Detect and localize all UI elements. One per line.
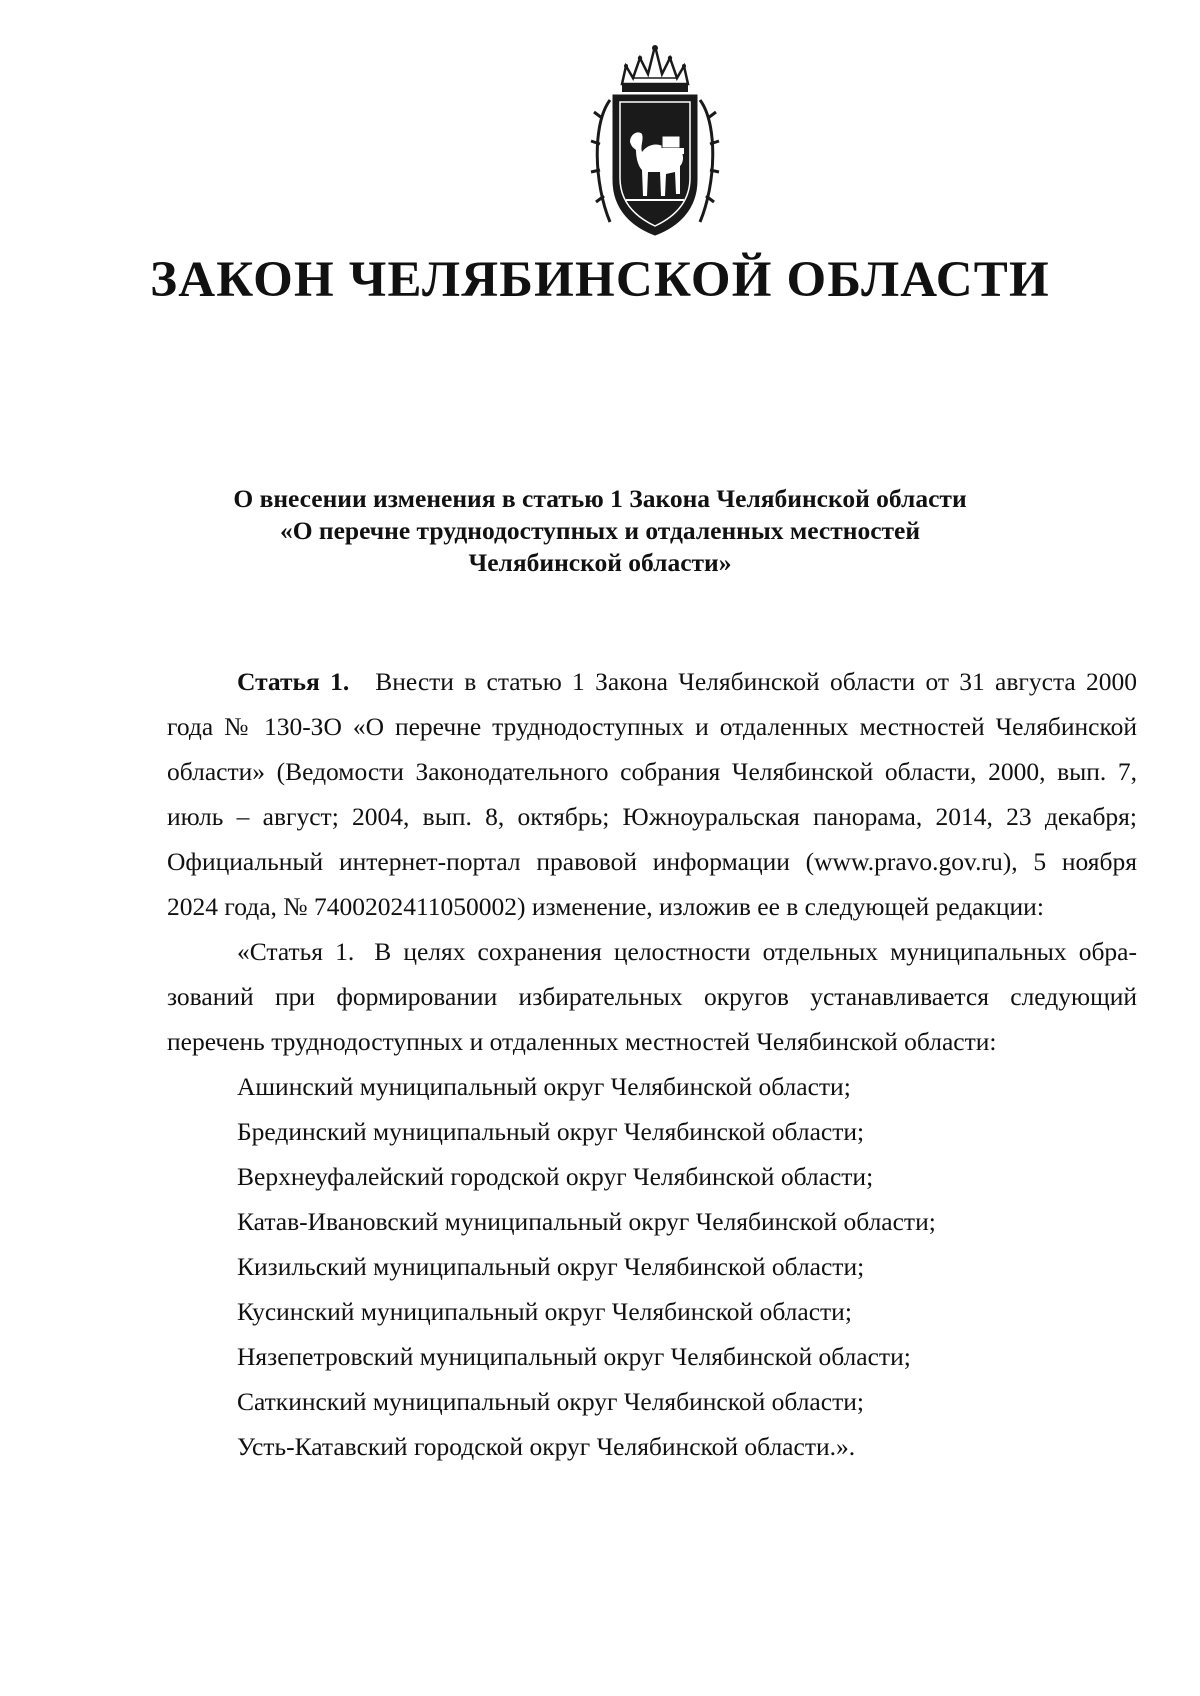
list-item: Кусинский муниципальный округ Челябинской области; [237, 1297, 852, 1326]
coat-of-arms-emblem [586, 44, 724, 240]
localities-list [167, 1064, 1137, 1469]
article-1-text: Внести в статью 1 Закона Челябинской области от 31 августа 2000 года № 130-ЗО «О перечне труднодоступных и отдаленных местностей Челябинской области» (Ведомости Законодательного собрания Челябинской области, 2000, вып. 7, июль – август; 2004, вып. 8, октябрь; Южноуральская панорама, 2014, 23 декабря; Официальный интернет-портал правовой информации (www.pravo.gov.ru), 5 ноября 2024 года, № 7400202411050002) изменение, изложив ее в следующей редакции: [167, 667, 1137, 921]
article-1-paragraph [167, 659, 1137, 929]
subject-line: Челябинской области» [468, 548, 732, 577]
crown-icon [622, 45, 688, 92]
law-subject-heading [160, 483, 1040, 579]
list-item: Саткинский муниципальный округ Челябинской области; [237, 1387, 864, 1416]
quoted-article-paragraph [167, 929, 1137, 1064]
law-title: ЗАКОН ЧЕЛЯБИНСКОЙ ОБЛАСТИ [150, 252, 1050, 308]
list-item: Усть-Катавский городской округ Челябинской области.». [237, 1432, 856, 1461]
quoted-article-text: В целях сохранения целостности отдельных муниципальных обра-зований при формировании избирательных округов устанавливается следующий перечень труднодоступных и отдаленных местностей Челябинской области: [167, 937, 1137, 1056]
list-item: Катав-Ивановский муниципальный округ Челябинской области; [237, 1207, 936, 1236]
subject-line: «О перечне труднодоступных и отдаленных местностей [279, 516, 921, 545]
list-item: Кизильский муниципальный округ Челябинской области; [237, 1252, 865, 1281]
list-item: Верхнеуфалейский городской округ Челябинской области; [237, 1162, 874, 1191]
list-item: Брединский муниципальный округ Челябинской области; [237, 1117, 865, 1146]
law-body [167, 659, 1137, 1469]
list-item: Ашинский муниципальный округ Челябинской области; [237, 1072, 851, 1101]
list-item: Нязепетровский муниципальный округ Челябинской области; [237, 1342, 911, 1371]
quoted-article-label: «Статья 1. [237, 937, 355, 966]
article-1-label: Статья 1. [237, 667, 350, 696]
subject-line: О внесении изменения в статью 1 Закона Челябинской области [233, 484, 967, 513]
